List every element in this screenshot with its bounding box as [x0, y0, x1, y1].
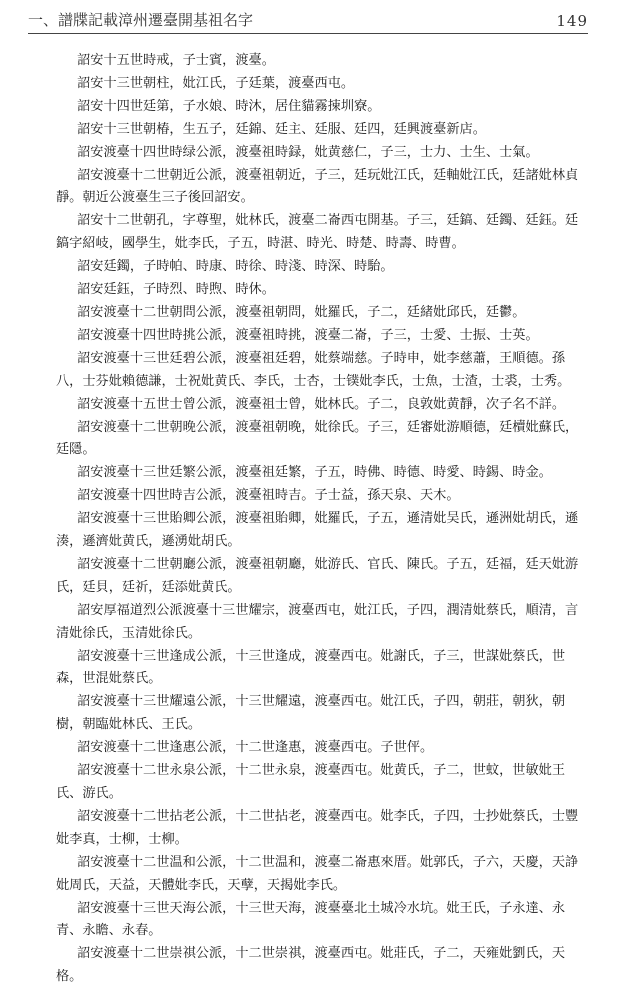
- paragraph: 詔安十三世朝椿，生五子，廷錦、廷主、廷服、廷四，廷興渡臺新店。: [77, 121, 486, 137]
- paragraph: 詔安渡臺十二世朝近公派，渡臺祖朝近，子三，廷玩妣江氏，廷軸妣江氏，廷諸妣林貞靜。朝近公渡臺生三子後回詔安。: [56, 167, 579, 206]
- paragraph: 詔安渡臺十二世温和公派，十二世温和，渡臺二崙惠來厝。妣郭氏，子六，天慶，天諍妣周氏，天益，天體妣李氏，天孽，天揭妣李氏。: [56, 854, 579, 893]
- paragraph: 詔安渡臺十二世永泉公派，十二世永泉，渡臺西屯。妣黄氏，子二，世蚊，世敏妣王氏、游氏。: [56, 763, 566, 801]
- header-rule: [28, 33, 588, 34]
- paragraph: 詔安渡臺十三世廷繁公派，渡臺祖廷繁，子五，時佛、時德、時愛、時錫、時金。: [77, 465, 552, 481]
- paragraph: 詔安渡臺十三世耀遠公派，十三世耀遠，渡臺西屯。妣江氏，子四，朝莊，朝狄，朝樹，朝臨妣林氏、王氏。: [56, 694, 566, 733]
- paragraph: 詔安渡臺十二世崇祺公派，十二世崇祺，渡臺西屯。妣莊氏，子二，天雍妣劉氏，天格。: [56, 946, 566, 985]
- paragraph: 詔安十五世時戒，子士賓，渡臺。: [77, 53, 275, 68]
- paragraph: 詔安厚福道烈公派渡臺十三世耀宗，渡臺西屯，妣江氏，子四，潤清妣蔡氏，順清，言清妣徐氏，玉清妣徐氏。: [56, 602, 579, 641]
- paragraph: 詔安渡臺十二世朝晚公派，渡臺祖朝晚，妣徐氏。子三，廷審妣游順德，廷櫝妣蘇氏，廷隱。: [56, 419, 579, 458]
- paragraph: 詔安渡臺十四世時吉公派，渡臺祖時吉。子士益，孫天泉、天木。: [77, 488, 460, 504]
- paragraph: 詔安渡臺十二世拈老公派，十二世拈老，渡臺西屯。妣李氏，子四，士抄妣蔡氏，士豐妣李真，士柳，士柳。: [56, 808, 579, 847]
- paragraph: 詔安十四世廷第，子水娘、時沐，居住貓霧捒圳寮。: [77, 98, 381, 114]
- header-title: 一、譜牒記載漳州遷臺開基祖名字: [28, 11, 254, 29]
- paragraph: 詔安渡臺十二世朝廳公派，渡臺祖朝廳，妣游氏、官氏、陳氏。子五，廷福，廷天妣游氏，廷貝，廷祈，廷添妣黄氏。: [56, 556, 579, 595]
- page-number: 149: [556, 12, 588, 30]
- page-body: [56, 50, 584, 989]
- paragraph: 詔安十二世朝孔，字尊聖，妣林氏，渡臺二崙西屯開基。子三，廷鎬、廷鐲、廷鈺。廷鎬字紹岐，國學生，妣李氏，子五，時湛、時光、時楚、時壽、時曹。: [56, 213, 579, 252]
- paragraph: 詔安渡臺十四世時挑公派，渡臺祖時挑，渡臺二崙，子三，士愛、士振、士英。: [77, 327, 539, 343]
- paragraph: 詔安渡臺十四世時绿公派，渡臺祖時録，妣黄慈仁，子三，士力、士生、士氣。: [77, 144, 539, 160]
- paragraph: 詔安渡臺十二世逢惠公派，十二世逢惠，渡臺西屯。子世伻。: [77, 740, 434, 756]
- paragraph: 詔安十三世朝柱，妣江氏，子廷葉，渡臺西屯。: [77, 75, 355, 91]
- paragraph: 詔安渡臺十三世貽卿公派，渡臺祖貽卿，妣羅氏，子五，遜清妣吴氏，遜洲妣胡氏，遜湊，遜濟妣黄氏，遜湧妣胡氏。: [56, 511, 579, 550]
- paragraph: 詔安渡臺十三世天海公派，十三世天海，渡臺臺北土城冷水坑。妣王氏，子永達、永青、永瞻、永春。: [56, 900, 566, 939]
- paragraph: 詔安廷鐲，子時帕、時康、時徐、時淺、時深、時駘。: [77, 259, 394, 275]
- paragraph: 詔安渡臺十二世朝問公派，渡臺祖朝問，妣羅氏，子二，廷緒妣邱氏，廷鬱。: [77, 304, 526, 320]
- paragraph: 詔安廷鈺，子時烈、時煦、時休。: [77, 282, 275, 298]
- paragraph: 詔安渡臺十三世廷碧公派，渡臺祖廷碧，妣蔡端慈。子時申，妣李慈蕭，王順德。孫八，士芬妣賴德謙，士祝妣黄氏、李氏，士杏，士镤妣李氏，士魚，士渣，士裘，士秀。: [56, 350, 571, 389]
- paragraph: 詔安渡臺十五世士曾公派，渡臺祖士曾，妣林氏。子二，良敦妣黄靜，次子名不詳。: [77, 396, 566, 412]
- paragraph: 詔安渡臺十三世逢成公派，十三世逢成，渡臺西屯。妣謝氏，子三，世謀妣蔡氏，世森，世混妣蔡氏。: [56, 648, 566, 687]
- running-header: [28, 6, 588, 30]
